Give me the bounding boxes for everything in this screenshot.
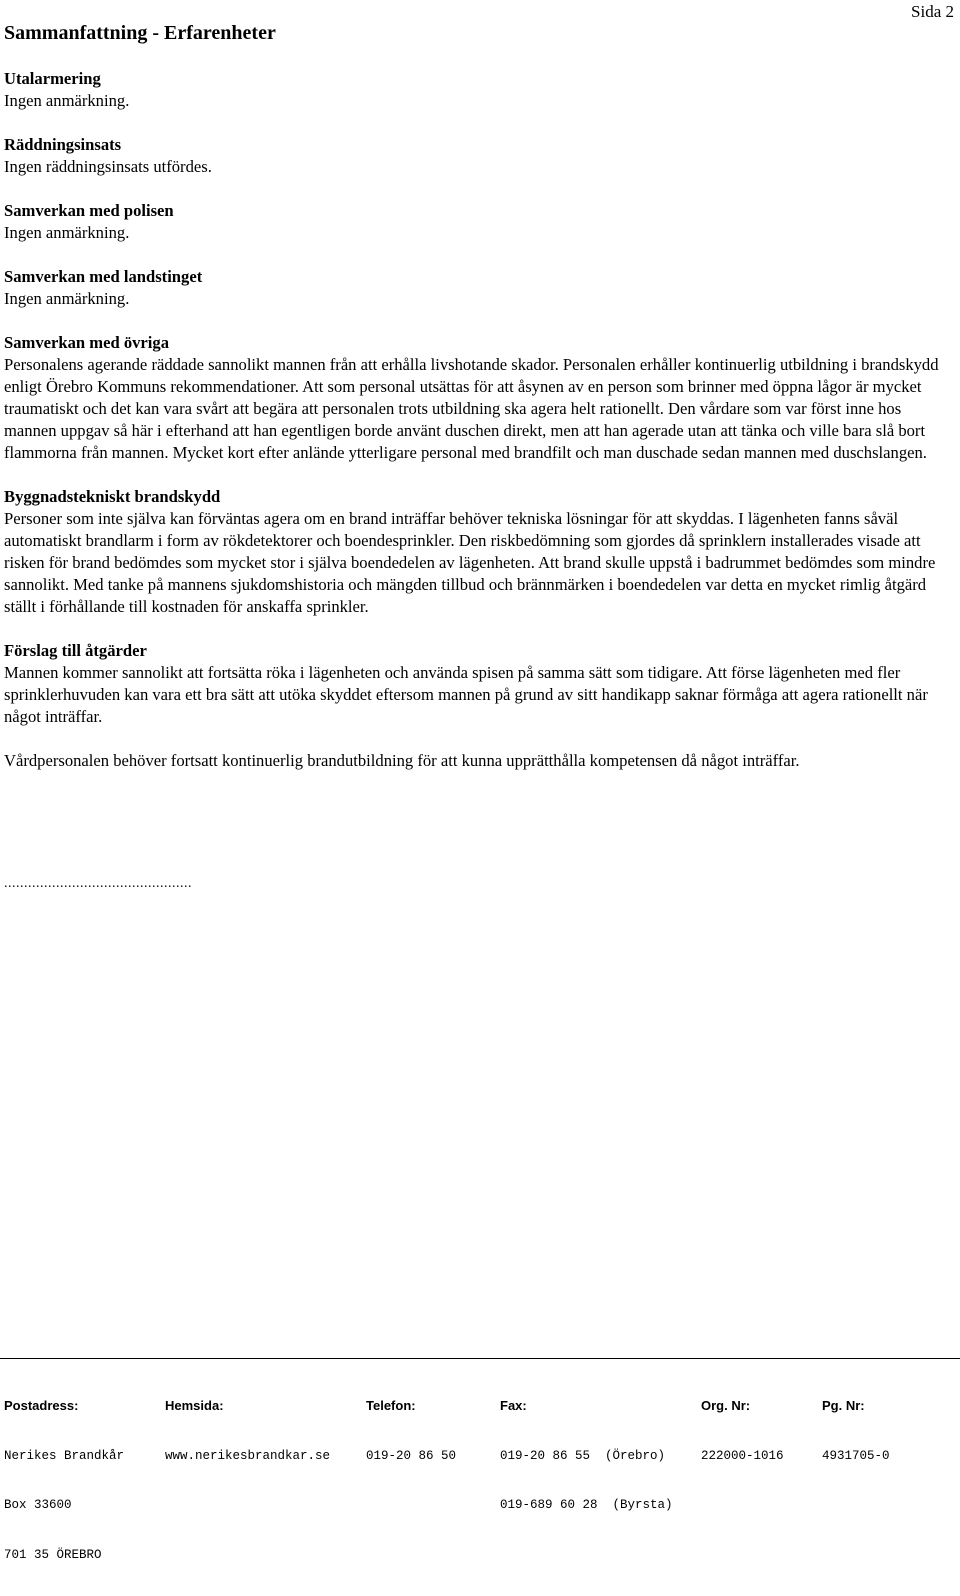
section-text: Personer som inte själva kan förväntas agera om en brand inträffar behöver tekniska lösningar för att skyddas. I lägenheten fanns såväl automatiskt brandlarm i form av rökdetektorer och boendesprinkler. Den riskbedömning som gjordes då sprinklern installerades visade att risken för brand bedömdes som mycket stor i själva boendedelen av lägenheten. Att brand skulle uppstå i badrummet bedömdes som mindre sannolikt. Med tanke på mannens sjukdomshistoria och mängden tillbud och brännmärken i boendedelen var detta en mycket rimlig åtgärd ställt i förhållande till kostnaden för anskaffa sprinkler. [4,509,936,616]
footer-pg-nr [822,1365,890,1497]
section-text: Ingen anmärkning. [4,223,130,242]
document-body [4,68,952,794]
page-footer [0,1358,960,1562]
section-samverkan-landstinget [4,266,952,310]
section-heading: Samverkan med polisen [4,201,174,220]
footer-telefon [366,1365,456,1497]
section-heading: Förslag till åtgärder [4,641,147,660]
footer-value: 4931705-0 [822,1448,890,1463]
closing-paragraph: Vårdpersonalen behöver fortsatt kontinuerlig brandutbildning för att kunna upprätthålla kompetensen då något inträffar. [4,751,800,770]
signature-line: ............................................... [4,876,192,891]
section-text: Ingen räddningsinsats utfördes. [4,157,212,176]
section-text: Personalens agerande räddade sannolikt mannen från att erhålla livshotande skador. Personalen erhåller kontinuerlig utbildning i brandskydd enligt Örebro Kommuns rekommendationer. Att som personal utsättas för att åsynen av en person som brinner med öppna lågor är mycket traumatiskt och det kan vara svårt att begära att personalen trots utbildning ska agera helt rationellt. Den vårdare som var först inne hos mannen uppgav så här i efterhand att han egentligen borde använt duschen direkt, men att han agerade utan att tänka och ville bara slå bort flammorna från mannen. Mycket kort efter anlände ytterligare personal med brandfilt och man duschade sedan mannen med duschslangen. [4,355,939,462]
footer-org-nr [701,1365,784,1497]
section-text: Ingen anmärkning. [4,91,130,110]
section-heading: Räddningsinsats [4,135,122,154]
footer-value: 222000-1016 [701,1448,784,1463]
footer-label: Fax: [500,1398,527,1413]
footer-value: 019-689 60 28 (Byrsta) [500,1498,673,1512]
section-heading: Samverkan med landstinget [4,267,203,286]
section-heading: Samverkan med övriga [4,333,170,352]
document-title: Sammanfattning - Erfarenheter [4,22,276,44]
footer-label: Telefon: [366,1398,416,1413]
section-byggnadstekniskt-brandskydd [4,486,952,618]
footer-label: Pg. Nr: [822,1398,865,1413]
section-samverkan-polisen [4,200,952,244]
footer-value: 019-20 86 50 [366,1448,457,1463]
section-text: Ingen anmärkning. [4,289,130,308]
footer-value: Nerikes Brandkår [4,1448,125,1463]
footer-value: 019-20 86 55 (Örebro) [500,1448,666,1463]
footer-value: 701 35 ÖREBRO [4,1547,102,1562]
footer-postadress [4,1365,124,1596]
website-link[interactable]: www.nerikesbrandkar.se [165,1448,331,1463]
section-heading: Utalarmering [4,69,101,88]
section-raddningsinsats [4,134,952,178]
section-utalarmering [4,68,952,112]
section-text: Mannen kommer sannolikt att fortsätta röka i lägenheten och använda spisen på samma sätt som tidigare. Att förse lägenheten med fler sprinklerhuvuden kan vara ett bra sätt att utöka skyddet eftersom mannen på grund av sitt handikapp saknar förmåga att agera rationellt när något inträffar. [4,663,928,726]
footer-label: Hemsida: [165,1398,224,1413]
section-samverkan-ovriga [4,332,952,464]
footer-label: Org. Nr: [701,1398,751,1413]
footer-fax [500,1365,673,1547]
footer-label: Postadress: [4,1398,79,1413]
footer-hemsida [165,1365,330,1497]
section-forslag-till-atgarder [4,640,952,728]
section-heading: Byggnadstekniskt brandskydd [4,487,221,506]
page-number: Sida 2 [911,2,954,21]
footer-value: Box 33600 [4,1498,72,1512]
